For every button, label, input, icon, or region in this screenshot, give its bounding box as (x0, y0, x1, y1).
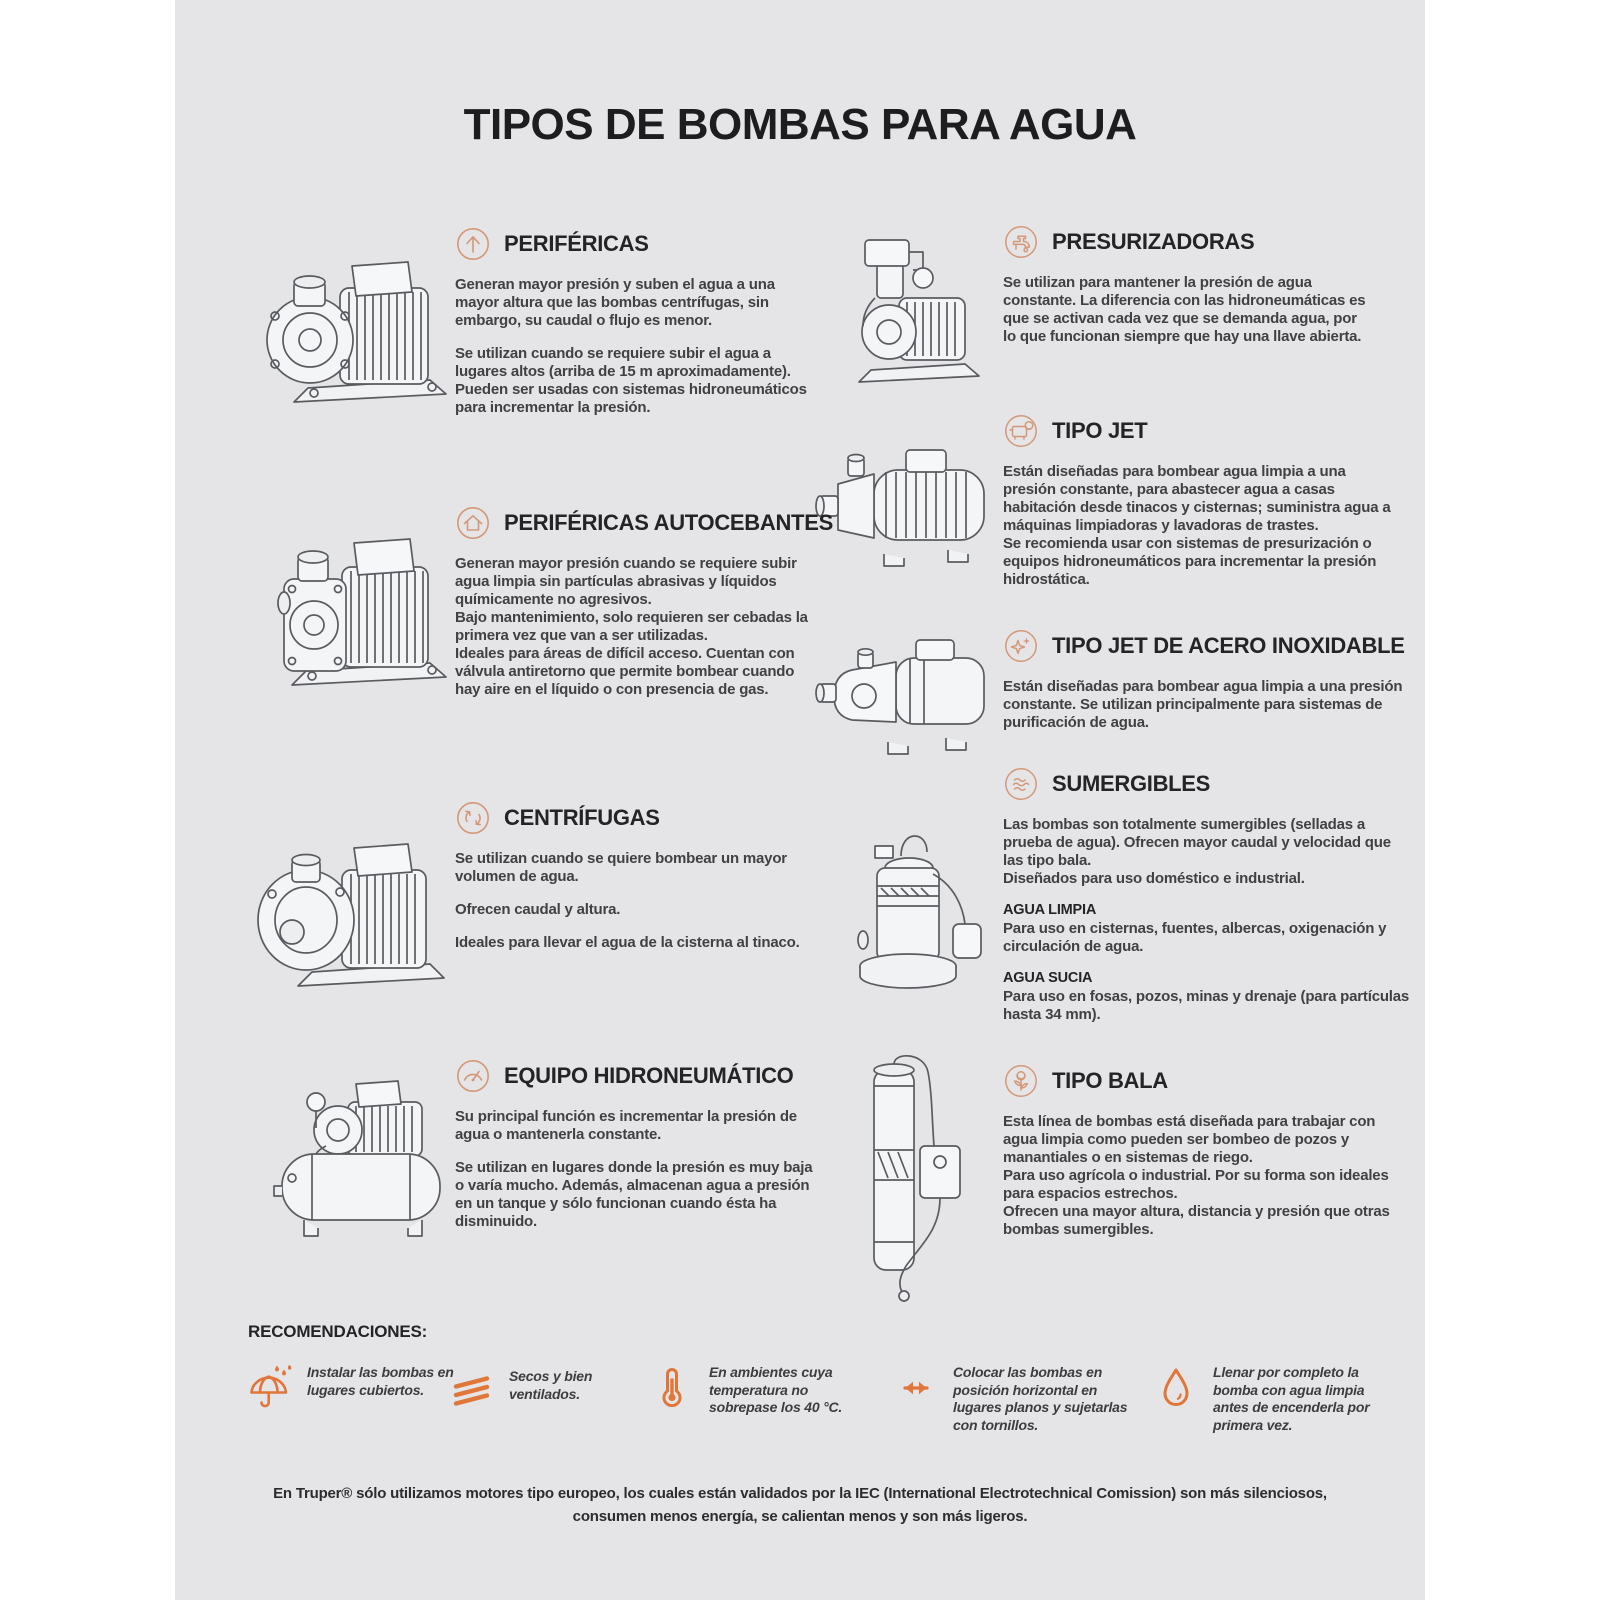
section-paragraph: Ofrecen una mayor altura, distancia y presión que otras bombas sumergibles. (1003, 1203, 1390, 1238)
section-title: PERIFÉRICAS AUTOCEBANTES (504, 510, 833, 535)
section-paragraph: Están diseñadas para bombear agua limpia a una presión constante, para abastecer agua a casas habitación desde tinacos y cisternas; suministra agua a máquinas limpiadoras y lavadoras de trastes. (1003, 463, 1391, 534)
section-paragraph: Generan mayor presión cuando se requiere subir agua limpia sin partículas abrasivas y líquidos químicamente no agresivos. (455, 555, 797, 608)
recommendation-item (648, 1364, 873, 1417)
section-presurizadoras (1003, 224, 1371, 346)
refresh-circle-icon (455, 800, 491, 836)
section-paragraph: Diseñados para uso doméstico e industrial. (1003, 870, 1305, 887)
section-title: PERIFÉRICAS (504, 231, 649, 256)
section-paragraph: Se utilizan para mantener la presión de agua constante. La diferencia con las hidroneumáticas es que se activan cada vez que se demanda agua, por lo que funcionan siempre que hay una llave abierta. (1003, 274, 1366, 345)
sub-item-label: AGUA LIMPIA (1003, 902, 1097, 918)
ventilation-lines-icon (448, 1368, 496, 1421)
pump-illustration-equipo-hidroneumatico (252, 1050, 470, 1272)
sub-item-label: AGUA SUCIA (1003, 970, 1093, 986)
section-title: CENTRÍFUGAS (504, 805, 660, 830)
section-paragraph: Para uso agrícola o industrial. Por su forma son ideales para espacios estrechos. (1003, 1167, 1389, 1202)
section-paragraph: Las bombas son totalmente sumergibles (selladas a prueba de agua). Ofrecen mayor caudal y velocidad que las tipo bala. (1003, 816, 1391, 869)
pump-illustration-tipo-bala (828, 1050, 996, 1312)
section-paragraph: Su principal función es incrementar la presión de agua o mantenerla constante. (455, 1108, 797, 1143)
section-paragraph: Se recomienda usar con sistemas de presurización o equipos hidroneumáticos para incrementar la presión hidrostática. (1003, 535, 1377, 588)
section-title: PRESURIZADORAS (1052, 229, 1255, 254)
footer-line-1: En Truper® sólo utilizamos motores tipo europeo, los cuales están validados por la IEC (International Electrotechnical Comission) son más silenciosos, (273, 1485, 1327, 1502)
recommendation-text: Secos y bien ventilados. (509, 1368, 593, 1402)
section-paragraph: Ofrecen caudal y altura. (455, 901, 621, 918)
section-equipo-hidroneumatico (455, 1058, 817, 1231)
section-perifericas (455, 226, 807, 417)
recommendation-item (892, 1364, 1134, 1434)
section-title: TIPO BALA (1052, 1068, 1168, 1093)
section-paragraph: Esta línea de bombas está diseñada para trabajar con agua limpia como pueden ser bombeo de pozos y manantiales o en sistemas de riego. (1003, 1113, 1376, 1166)
recommendation-text: Llenar por completo la bomba con agua limpia antes de encenderla por primera vez. (1213, 1364, 1370, 1433)
faucet-circle-icon (1003, 224, 1039, 260)
sparkles-circle-icon (1003, 628, 1039, 664)
recommendation-item (448, 1368, 656, 1421)
section-title: TIPO JET DE ACERO INOXIDABLE (1052, 633, 1405, 658)
thermometer-icon (648, 1364, 696, 1417)
gauge-circle-icon (455, 1058, 491, 1094)
pump-illustration-tipo-jet (800, 418, 996, 578)
section-paragraph: Se utilizan cuando se quiere bombear un mayor volumen de agua. (455, 850, 787, 885)
pump-illustration-perifericas-autocebantes (248, 505, 460, 703)
plant-circle-icon (1003, 1063, 1039, 1099)
section-tipo-bala (1003, 1063, 1407, 1239)
sub-item-text: Para uso en fosas, pozos, minas y drenaje (para partículas hasta 34 mm). (1003, 988, 1410, 1023)
section-centrifugas (455, 800, 807, 952)
recommendation-text: En ambientes cuya temperatura no sobrepase los 40 °C. (709, 1364, 843, 1415)
section-tipo-jet (1003, 413, 1401, 589)
pump-illustration-centrifugas (242, 812, 460, 1004)
section-paragraph: Se utilizan cuando se requiere subir el agua a lugares altos (arriba de 15 m aproximadamente). Pueden ser usadas con sistemas hidroneumáticos para incrementar la presión. (455, 345, 807, 416)
section-title: EQUIPO HIDRONEUMÁTICO (504, 1063, 794, 1088)
umbrella-rain-icon (246, 1364, 294, 1417)
pump-illustration-tipo-jet-acero-inoxidable (800, 612, 996, 767)
section-paragraph: Están diseñadas para bombear agua limpia a una presión constante. Se utilizan principalmente para sistemas de purificación de agua. (1003, 678, 1403, 731)
horizontal-arrows-icon (892, 1364, 940, 1417)
recommendation-item (246, 1364, 458, 1417)
section-paragraph: Ideales para llevar el agua de la cisterna al tinaco. (455, 934, 800, 951)
pump-illustration-sumergibles (815, 812, 997, 1030)
arrow-up-circle-icon (455, 226, 491, 262)
jet-pump-circle-icon (1003, 413, 1039, 449)
section-paragraph: Ideales para áreas de difícil acceso. Cuentan con válvula antiretorno que permite bombear cuando hay aire en el líquido o con presencia de gas. (455, 645, 795, 698)
recommendations-heading: RECOMENDACIONES: (248, 1322, 428, 1341)
section-sumergibles (1003, 766, 1415, 1024)
page-title: TIPOS DE BOMBAS PARA AGUA (463, 100, 1137, 149)
section-title: TIPO JET (1052, 418, 1148, 443)
waves-circle-icon (1003, 766, 1039, 802)
section-perifericas-autocebantes (455, 505, 833, 699)
pump-illustration-perifericas (248, 230, 460, 418)
sub-item-text: Para uso en cisternas, fuentes, albercas, oxigenación y circulación de agua. (1003, 920, 1387, 955)
section-title: SUMERGIBLES (1052, 771, 1211, 796)
recommendation-text: Instalar las bombas en lugares cubiertos. (307, 1364, 454, 1398)
recommendation-item (1152, 1364, 1380, 1434)
section-tipo-jet-acero-inoxidable (1003, 628, 1427, 732)
footer-line-2: consumen menos energía, se calientan menos y son más ligeros. (572, 1508, 1028, 1526)
water-drop-icon (1152, 1364, 1200, 1417)
pump-illustration-presurizadoras (815, 222, 993, 400)
footer-note (250, 1482, 1350, 1529)
section-paragraph: Generan mayor presión y suben el agua a una mayor altura que las bombas centrífugas, sin embargo, su caudal o flujo es menor. (455, 276, 775, 329)
section-paragraph: Bajo mantenimiento, solo requieren ser cebadas la primera vez que van a ser utilizadas. (455, 609, 808, 644)
house-circle-icon (455, 505, 491, 541)
section-paragraph: Se utilizan en lugares donde la presión es muy baja o varía mucho. Además, almacenan agua a presión en un tanque y sólo funcionan cuando ésta ha disminuido. (455, 1159, 813, 1230)
recommendation-text: Colocar las bombas en posición horizontal en lugares planos y sujetarlas con tornillos. (953, 1364, 1128, 1433)
